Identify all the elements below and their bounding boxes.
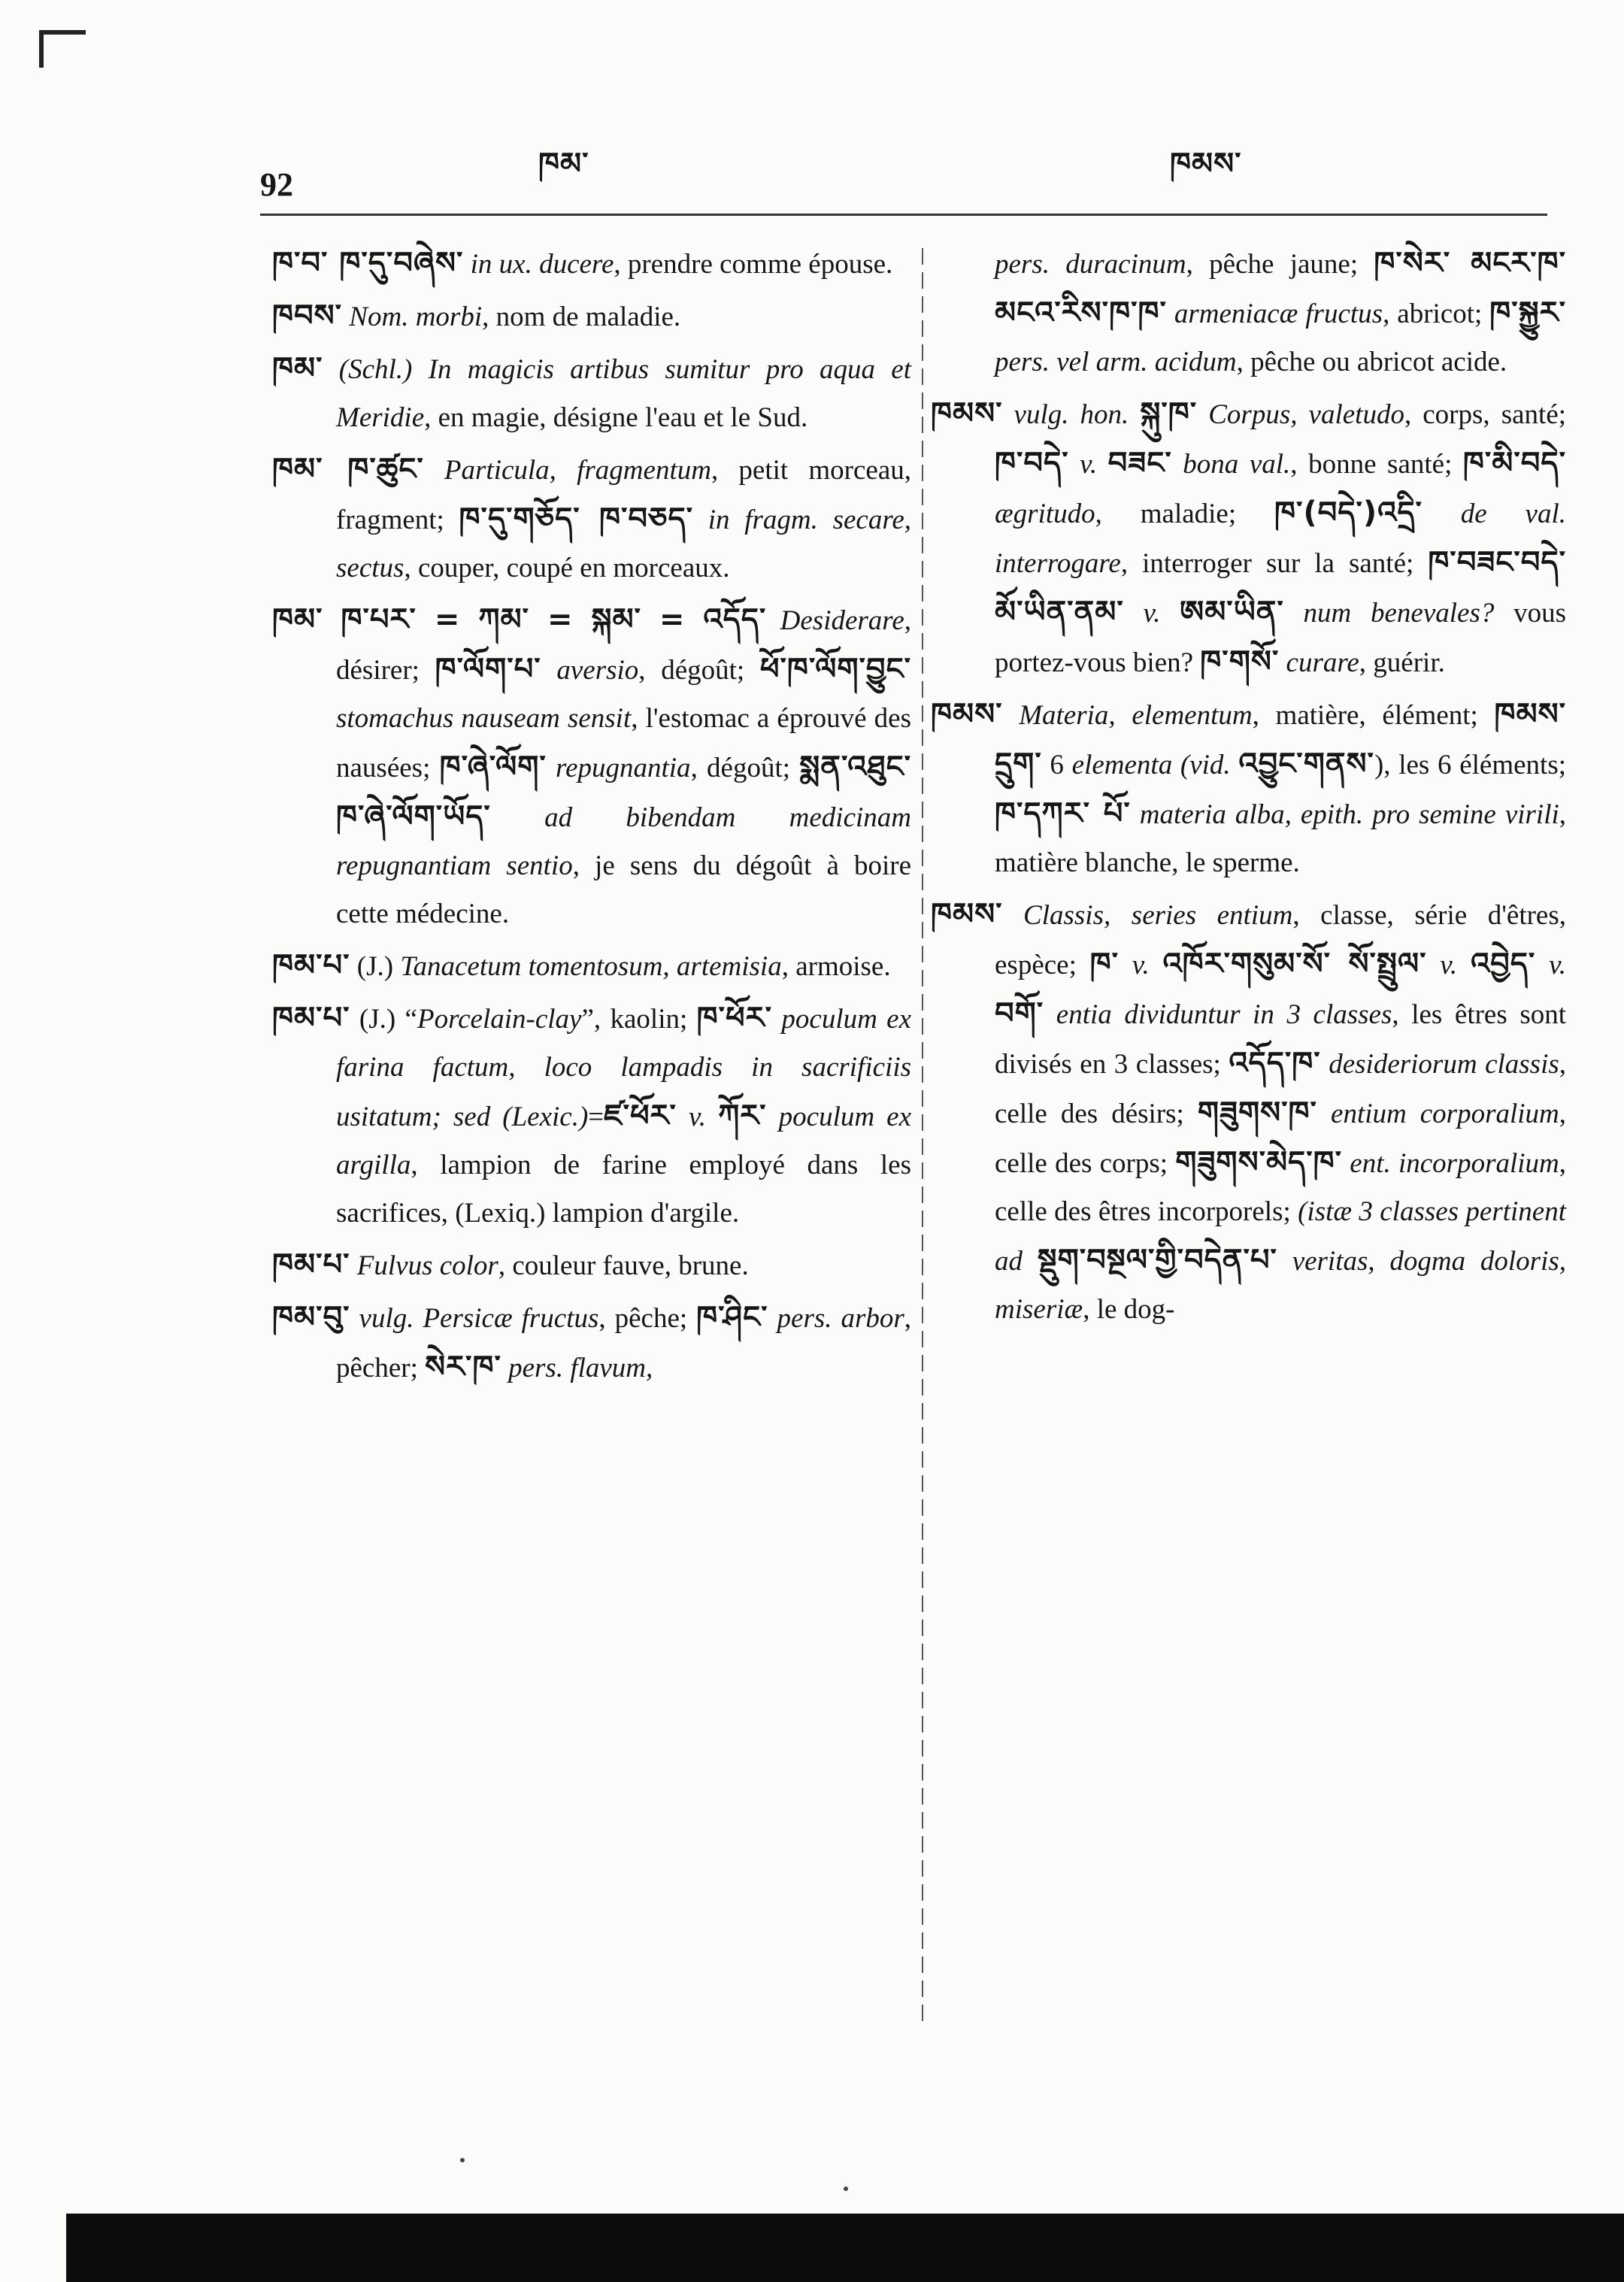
latin-gloss: v. — [1440, 950, 1458, 980]
tibetan-term: ཁ་གསོ་ — [1200, 644, 1280, 679]
spacer — [1002, 399, 1013, 430]
spacer — [677, 1102, 689, 1132]
dictionary-entry — [272, 292, 911, 341]
latin-gloss: bona val. — [1183, 449, 1291, 480]
french-gloss: , bonne santé; — [1290, 449, 1463, 480]
latin-gloss: v. — [1549, 950, 1567, 980]
french-gloss: , maladie; — [1095, 499, 1274, 529]
latin-gloss: in ux. ducere — [470, 249, 614, 280]
spacer — [1172, 449, 1183, 480]
tibetan-term: འབྱུང་གནས་ — [1238, 747, 1374, 781]
latin-gloss: de val. interrogare — [995, 499, 1567, 579]
latin-gloss: pers. vel arm. acidum — [995, 347, 1237, 377]
running-headword-right: ཁམས་ — [1170, 147, 1242, 181]
tibetan-term: ཁམས་ — [931, 897, 1003, 932]
spacer — [1457, 950, 1471, 980]
latin-gloss: v. — [1080, 449, 1098, 480]
latin-gloss: v. — [689, 1102, 706, 1132]
french-gloss: , celle des êtres incorporels; — [995, 1148, 1567, 1227]
latin-gloss: desideriorum classis — [1329, 1049, 1559, 1080]
tibetan-term: ཁ་བཟང་བདེ་ མོ་ཡིན་ནམ་ — [995, 545, 1566, 629]
tibetan-term: ཁ་ཕོར་ — [696, 1001, 773, 1035]
spacer — [547, 753, 556, 783]
spacer — [1197, 399, 1208, 430]
french-gloss: , prendre comme épouse. — [614, 249, 893, 280]
tibetan-term: ཁམས་དྲུག་ — [995, 697, 1566, 781]
right-column — [931, 239, 1566, 1337]
french-gloss: , l'estomac a éprouvé des nausées; — [336, 703, 911, 783]
spacer — [1023, 1246, 1038, 1277]
french-gloss: , celle des désirs; — [995, 1049, 1566, 1129]
latin-gloss: (istæ 3 classes pertinent ad — [995, 1196, 1566, 1277]
french-gloss: , dégoût; — [690, 753, 800, 783]
spacer — [772, 1004, 781, 1035]
tibetan-term: སྨན་འཐུང་ཁ་ཞེ་ལོག་ཡོད་ — [336, 750, 912, 834]
french-gloss: , matière blanche, le sperme. — [995, 799, 1567, 878]
dictionary-entry — [272, 445, 911, 592]
french-gloss: , dégoût; — [638, 655, 760, 686]
spacer — [1277, 1246, 1292, 1277]
tibetan-term: ཁ་ལོག་པ་ — [435, 652, 541, 686]
tibetan-term: ཁ་ཤིང་ — [696, 1300, 768, 1335]
tibetan-term: ཁ་(བདེ་)འདྲི་ — [1274, 495, 1423, 530]
tibetan-term: ཛ་ཕོར་ — [604, 1099, 677, 1133]
spacer — [767, 1102, 779, 1132]
spacer — [463, 249, 470, 280]
spacer — [342, 302, 349, 332]
tibetan-term: ཁ་ — [1089, 947, 1120, 981]
spacer — [1284, 598, 1304, 629]
latin-gloss: pers. flavum, — [508, 1353, 653, 1383]
spacer — [1427, 950, 1441, 980]
tibetan-term: ཁ་སྐྱུར་ — [1489, 295, 1567, 330]
tibetan-term: ཁམ་ ཁ་ཚུང་ — [272, 452, 424, 486]
french-gloss: , guérir. — [1359, 647, 1445, 678]
latin-gloss: Particula, fragmentum — [444, 455, 711, 486]
spacer — [1160, 598, 1180, 629]
tibetan-term: ཨམ་ཡིན་ — [1180, 595, 1284, 629]
latin-gloss: poculum ex argilla — [336, 1102, 911, 1180]
latin-gloss: pers. arbor — [777, 1303, 904, 1334]
running-headword-left: ཁམ་ — [538, 147, 589, 181]
latin-gloss: repugnantia — [556, 753, 691, 783]
latin-gloss: Materia, elementum — [1019, 700, 1253, 731]
french-gloss: , pêche ou abricot acide. — [1236, 347, 1507, 377]
column-divider — [922, 248, 923, 2023]
spacer — [323, 354, 338, 385]
corner-crop-mark — [39, 30, 86, 35]
spacer — [693, 505, 708, 535]
spacer — [1119, 950, 1132, 980]
spacer — [491, 802, 544, 833]
tibetan-term: ཁ་དུ་གཅོད་ ཁ་བཅད་ — [459, 502, 694, 536]
latin-gloss: ad bibendam medicinam repugnantiam sentio — [336, 802, 911, 881]
spacer — [1044, 999, 1056, 1030]
spacer — [766, 605, 780, 636]
french-gloss: , le dog- — [1083, 1294, 1175, 1325]
tibetan-term: ཁམ་པ་ — [272, 1247, 350, 1282]
tibetan-term: ཁ་བ་ ཁ་དུ་བཞེས་ — [272, 246, 464, 280]
french-gloss: (J.) “ — [350, 1004, 417, 1035]
latin-gloss: (Schl.) In magicis artibus sumitur pro aqua et Meridie — [336, 354, 911, 433]
tibetan-term: ཁམ་པ་ — [272, 948, 350, 983]
spacer — [1131, 799, 1140, 830]
spacer — [1231, 750, 1239, 780]
tibetan-term: སེར་ཁ་ — [425, 1350, 501, 1384]
latin-gloss: vulg. hon. — [1013, 399, 1129, 430]
dictionary-entry — [272, 1293, 911, 1393]
tibetan-term: ཀོར་ — [718, 1099, 767, 1133]
latin-gloss: Classis, series entium — [1023, 900, 1293, 931]
french-gloss: , en magie, désigne l'eau et le Sud. — [424, 402, 808, 433]
dictionary-entry — [931, 389, 1566, 687]
french-gloss: vous portez-vous bien? — [995, 598, 1567, 678]
french-gloss: , armoise. — [781, 951, 891, 982]
tibetan-term: ཁམས་ — [931, 697, 1003, 732]
tibetan-term: འཁོར་གསུམ་སོ་ སོ་སྤྲུལ་ — [1162, 947, 1427, 981]
tibetan-term: ཁབས་ — [272, 299, 343, 333]
spacer — [706, 1102, 718, 1132]
latin-gloss: armeniacæ fructus — [1174, 299, 1383, 329]
french-gloss: , les êtres sont divisés en 3 classes; — [995, 999, 1567, 1080]
spacer — [1150, 950, 1163, 980]
tibetan-term: བགོ་ — [995, 996, 1044, 1031]
latin-gloss: entia dividuntur in 3 classes — [1056, 999, 1392, 1030]
spacer — [1317, 1099, 1331, 1129]
spacer — [1129, 399, 1140, 430]
latin-gloss: v. — [1143, 598, 1161, 629]
french-gloss: ”, kaolin; — [581, 1004, 697, 1035]
spacer — [1002, 900, 1023, 931]
spacer — [350, 1303, 359, 1334]
corner-crop-mark-vertical — [39, 30, 44, 68]
french-gloss: , matière, élément; — [1252, 700, 1495, 731]
french-gloss: , je sens du dégoût à boire cette médecine. — [336, 850, 912, 929]
latin-gloss: in fragm. secare, sectus — [336, 505, 912, 583]
dictionary-entry — [931, 890, 1566, 1334]
french-gloss: , abricot; — [1383, 299, 1490, 329]
french-gloss: , classe, série d'êtres, espèce; — [995, 900, 1566, 980]
latin-gloss: vulg. Persicæ fructus — [359, 1303, 599, 1334]
dictionary-entry — [931, 690, 1566, 887]
spacer — [1167, 299, 1174, 329]
dictionary-entry — [272, 344, 911, 442]
latin-gloss: elementa (vid. — [1071, 750, 1231, 780]
latin-gloss: Porcelain-clay — [417, 1004, 582, 1035]
french-gloss: , désirer; — [336, 605, 911, 686]
spacer — [1321, 1049, 1329, 1080]
french-gloss: , couper, coupé en morceaux. — [404, 553, 730, 583]
dictionary-entry — [272, 941, 911, 991]
tibetan-term: ཁ་མི་བདེ་ — [1462, 446, 1566, 480]
latin-gloss: stomachus nauseam sensit — [336, 703, 632, 734]
french-gloss: ), les 6 éléments; — [1374, 750, 1566, 780]
latin-gloss: aversio — [556, 655, 639, 686]
tibetan-term: ཕོ་ཁ་ལོག་བྱུང་ — [759, 652, 912, 686]
latin-gloss: ægritudo — [995, 499, 1095, 529]
spacer — [1002, 700, 1019, 731]
latin-gloss: curare — [1286, 647, 1359, 678]
latin-gloss: ent. incorporalium — [1350, 1148, 1559, 1179]
latin-gloss: v. — [1132, 950, 1150, 980]
print-speck — [460, 2158, 465, 2162]
tibetan-term: གཟུགས་མེད་ཁ་ — [1175, 1145, 1343, 1180]
spacer — [1342, 1148, 1350, 1179]
spacer — [501, 1353, 508, 1383]
latin-gloss: num benevales? — [1303, 598, 1495, 629]
spacer — [1124, 598, 1144, 629]
spacer — [541, 655, 557, 686]
latin-gloss: pers. duracinum — [995, 249, 1186, 280]
tibetan-term: ཁམ་པ་ — [272, 1001, 350, 1035]
dictionary-entry — [272, 239, 911, 289]
french-gloss: , nom de maladie. — [482, 302, 681, 332]
french-gloss: , interroger sur la santé; — [1120, 548, 1429, 579]
left-column — [272, 239, 911, 1396]
french-gloss: , celle des corps; — [995, 1099, 1567, 1179]
print-speck — [844, 2187, 848, 2191]
tibetan-term: སྡུག་བསྔལ་གྱི་བདེན་པ་ — [1037, 1243, 1277, 1277]
dictionary-entry — [272, 596, 911, 938]
tibetan-term: ཁ་ཞེ་ལོག་ — [439, 750, 547, 784]
spacer — [1535, 950, 1549, 980]
spacer — [1069, 449, 1080, 480]
latin-gloss: Nom. morbi — [349, 302, 483, 332]
dictionary-entry-continued — [931, 239, 1566, 386]
tibetan-term: ཁམས་ — [931, 396, 1003, 431]
latin-gloss: poculum ex farina factum, loco lampadis in sacrificiis usitatum; sed (Lexic.) — [336, 1004, 912, 1132]
spacer — [768, 1303, 777, 1334]
french-gloss: 6 — [1041, 750, 1072, 780]
tibetan-term: གཟུགས་ཁ་ — [1197, 1096, 1317, 1130]
french-gloss: , lampion de farine employé dans les sacrifices, (Lexiq.) lampion d'argile. — [336, 1150, 911, 1229]
tibetan-term: ཁམ་བུ་ — [272, 1300, 350, 1335]
header-rule — [260, 214, 1547, 216]
french-gloss: , pêche; — [598, 1303, 697, 1334]
spacer — [424, 455, 444, 486]
dictionary-entry — [272, 994, 911, 1238]
dictionary-entry — [272, 1241, 911, 1290]
french-gloss: , couleur fauve, brune. — [498, 1250, 749, 1281]
tibetan-term: བཟང་ — [1107, 446, 1172, 480]
tibetan-term: ཁ་བདེ་ — [995, 446, 1069, 480]
spacer — [1097, 449, 1108, 480]
tibetan-term: འབྱེད་ — [1470, 947, 1536, 981]
latin-gloss: Fulvus color — [356, 1250, 498, 1281]
tibetan-term: འདོད་ཁ་ — [1229, 1046, 1321, 1080]
latin-gloss: Tanacetum tomentosum, artemisia — [400, 951, 782, 982]
spacer — [1423, 499, 1461, 529]
page-number: 92 — [260, 166, 293, 203]
spacer — [350, 1250, 357, 1281]
french-gloss: , corps, santé; — [1404, 399, 1567, 430]
latin-gloss: materia alba, epith. pro semine virili — [1139, 799, 1559, 830]
french-gloss: , pêche jaune; — [1186, 249, 1374, 280]
tibetan-term: ཁམ་ — [272, 351, 323, 386]
latin-gloss: Corpus, valetudo — [1208, 399, 1404, 430]
latin-gloss: entium corporalium — [1331, 1099, 1559, 1129]
french-gloss: , petit morceau, fragment; — [336, 455, 911, 535]
french-gloss: , pêcher; — [336, 1303, 912, 1383]
spacer — [1279, 647, 1286, 678]
tibetan-term: སྐུ་ཁ་ — [1140, 396, 1198, 431]
tibetan-term: ཁམ་ ཁ་པར་ = ཀམ་ = སྐམ་ = འདོད་ — [272, 602, 767, 637]
french-gloss: = — [588, 1102, 604, 1132]
latin-gloss: Desiderare — [780, 605, 904, 636]
scan-edge-bar — [66, 2214, 1624, 2282]
latin-gloss: veritas, dogma doloris, miseriæ — [995, 1246, 1567, 1325]
tibetan-term: ཁ་དཀར་ པོ་ — [995, 796, 1131, 831]
tibetan-term: ཁ་སེར་ མངར་ཁ་ མངའ་རིས་ཁ་ཁ་ — [995, 246, 1566, 330]
page-header — [0, 149, 1624, 224]
french-gloss: (J.) — [350, 951, 401, 982]
